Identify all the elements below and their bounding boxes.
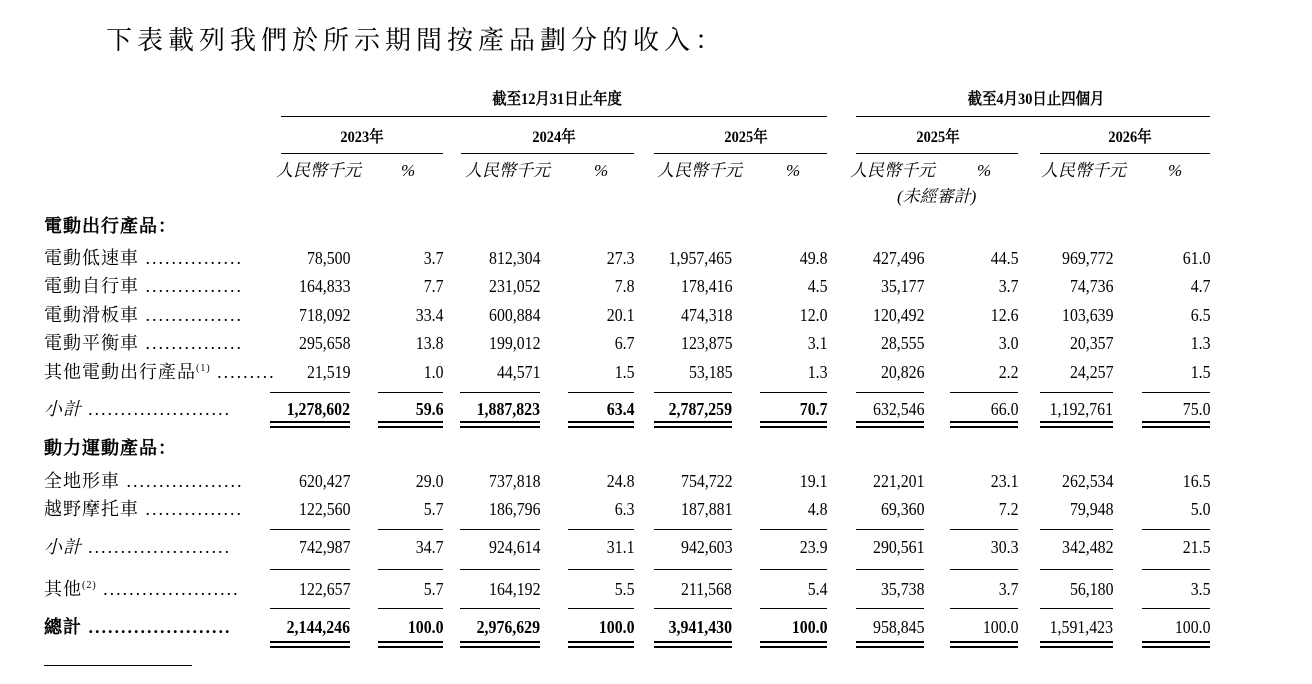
double-underline xyxy=(1040,421,1113,428)
unit-pct-header: % xyxy=(977,161,992,180)
amount-cell: 24,257 xyxy=(1069,362,1113,382)
percent-cell: 7.7 xyxy=(423,276,443,296)
percent-cell: 19.1 xyxy=(799,471,827,491)
percent-cell: 33.4 xyxy=(415,305,443,325)
subtotal-label: 小計 ...................... xyxy=(44,537,232,557)
amount-cell: 20,826 xyxy=(880,362,924,382)
double-underline xyxy=(1040,641,1113,648)
amount-cell: 1,957,465 xyxy=(668,248,732,268)
amount-cell: 164,192 xyxy=(488,579,540,599)
single-rule xyxy=(270,392,350,393)
percent-cell: 4.5 xyxy=(807,276,827,296)
amount-cell: 1,887,823 xyxy=(476,399,540,419)
single-rule xyxy=(270,529,350,530)
single-rule xyxy=(856,392,924,393)
single-rule xyxy=(1142,392,1210,393)
percent-cell: 5.7 xyxy=(423,499,443,519)
single-rule xyxy=(460,608,540,609)
percent-cell: 5.0 xyxy=(1190,499,1210,519)
percent-cell: 34.7 xyxy=(415,537,443,557)
amount-cell: 56,180 xyxy=(1069,579,1113,599)
percent-cell: 5.5 xyxy=(614,579,634,599)
row-label: 電動低速車 ............... xyxy=(44,248,243,268)
amount-cell: 427,496 xyxy=(872,248,924,268)
amount-cell: 737,818 xyxy=(488,471,540,491)
amount-cell: 186,796 xyxy=(488,499,540,519)
percent-cell: 6.3 xyxy=(614,499,634,519)
group-header-rule-1 xyxy=(281,116,827,117)
amount-cell: 969,772 xyxy=(1061,248,1113,268)
percent-cell: 59.6 xyxy=(415,399,443,419)
amount-cell: 187,881 xyxy=(680,499,732,519)
single-rule xyxy=(760,608,827,609)
amount-cell: 812,304 xyxy=(488,248,540,268)
amount-cell: 221,201 xyxy=(872,471,924,491)
single-rule xyxy=(950,569,1018,570)
section-title-power-sports: 動力運動產品： xyxy=(44,438,177,458)
amount-cell: 20,357 xyxy=(1069,333,1113,353)
single-rule xyxy=(950,392,1018,393)
unit-rmb-header: 人民幣千元 xyxy=(657,161,742,180)
row-label: 其他電動出行產品$^{(1)}$ ......... xyxy=(44,362,276,382)
single-rule xyxy=(950,529,1018,530)
percent-cell: 2.2 xyxy=(998,362,1018,382)
amount-cell: 78,500 xyxy=(306,248,350,268)
amount-cell: 211,568 xyxy=(681,579,732,599)
percent-cell: 3.7 xyxy=(998,276,1018,296)
amount-cell: 2,976,629 xyxy=(476,617,540,637)
percent-cell: 66.0 xyxy=(990,399,1018,419)
year-rule xyxy=(461,153,634,154)
percent-cell: 4.7 xyxy=(1190,276,1210,296)
double-underline xyxy=(760,641,827,648)
percent-cell: 23.9 xyxy=(799,537,827,557)
single-rule xyxy=(1142,569,1210,570)
row-label: 電動平衡車 ............... xyxy=(44,333,243,353)
amount-cell: 1,192,761 xyxy=(1049,399,1113,419)
row-label: 越野摩托車 ............... xyxy=(44,499,243,519)
row-label: 電動滑板車 ............... xyxy=(44,305,243,325)
percent-cell: 7.8 xyxy=(614,276,634,296)
percent-cell: 3.7 xyxy=(423,248,443,268)
single-rule xyxy=(654,529,732,530)
single-rule xyxy=(378,392,443,393)
single-rule xyxy=(270,608,350,609)
amount-cell: 35,738 xyxy=(880,579,924,599)
single-rule xyxy=(856,569,924,570)
single-rule xyxy=(760,392,827,393)
amount-cell: 28,555 xyxy=(880,333,924,353)
percent-cell: 100.0 xyxy=(598,617,634,637)
single-rule xyxy=(568,392,634,393)
amount-cell: 21,519 xyxy=(306,362,350,382)
percent-cell: 3.5 xyxy=(1190,579,1210,599)
percent-cell: 7.2 xyxy=(998,499,1018,519)
percent-cell: 13.8 xyxy=(415,333,443,353)
single-rule xyxy=(460,529,540,530)
single-rule xyxy=(1142,529,1210,530)
percent-cell: 1.5 xyxy=(614,362,634,382)
single-rule xyxy=(378,608,443,609)
group-header-four-months: 截至4月30日止四個月 xyxy=(967,91,1105,108)
percent-cell: 70.7 xyxy=(799,399,827,419)
single-rule xyxy=(950,608,1018,609)
single-rule xyxy=(378,569,443,570)
double-underline xyxy=(1142,641,1210,648)
percent-cell: 4.8 xyxy=(807,499,827,519)
percent-cell: 61.0 xyxy=(1182,248,1210,268)
percent-cell: 27.3 xyxy=(606,248,634,268)
double-underline xyxy=(950,421,1018,428)
double-underline xyxy=(378,641,443,648)
unit-pct-header: % xyxy=(1168,161,1183,180)
single-rule xyxy=(1040,569,1113,570)
single-rule xyxy=(760,569,827,570)
percent-cell: 1.3 xyxy=(807,362,827,382)
unit-rmb-header: 人民幣千元 xyxy=(850,161,935,180)
row-label: 全地形車 .................. xyxy=(44,471,244,491)
total-label: 總計 ...................... xyxy=(44,617,232,637)
percent-cell: 63.4 xyxy=(606,399,634,419)
percent-cell: 5.4 xyxy=(807,579,827,599)
amount-cell: 2,787,259 xyxy=(668,399,732,419)
amount-cell: 35,177 xyxy=(880,276,924,296)
percent-cell: 100.0 xyxy=(407,617,443,637)
percent-cell: 16.5 xyxy=(1182,471,1210,491)
year-rule xyxy=(654,153,827,154)
double-underline xyxy=(760,421,827,428)
double-underline xyxy=(270,421,350,428)
intro-text: 下表載列我們於所示期間按產品劃分的收入： xyxy=(106,26,727,55)
row-label: 電動自行車 ............... xyxy=(44,276,243,296)
percent-cell: 100.0 xyxy=(1174,617,1210,637)
percent-cell: 29.0 xyxy=(415,471,443,491)
group-header-full-year: 截至12月31日止年度 xyxy=(492,91,622,108)
double-underline xyxy=(654,641,732,648)
amount-cell: 295,658 xyxy=(298,333,350,353)
amount-cell: 290,561 xyxy=(872,537,924,557)
amount-cell: 1,278,602 xyxy=(286,399,350,419)
unit-rmb-header: 人民幣千元 xyxy=(276,161,361,180)
percent-cell: 20.1 xyxy=(606,305,634,325)
percent-cell: 6.7 xyxy=(614,333,634,353)
double-underline xyxy=(1142,421,1210,428)
percent-cell: 49.8 xyxy=(799,248,827,268)
amount-cell: 3,941,430 xyxy=(668,617,732,637)
single-rule xyxy=(270,569,350,570)
amount-cell: 620,427 xyxy=(298,471,350,491)
single-rule xyxy=(760,529,827,530)
percent-cell: 100.0 xyxy=(982,617,1018,637)
year-header: 2025年 xyxy=(724,129,768,146)
unit-pct-header: % xyxy=(401,161,416,180)
single-rule xyxy=(1040,529,1113,530)
unit-rmb-header: 人民幣千元 xyxy=(465,161,550,180)
double-underline xyxy=(378,421,443,428)
amount-cell: 199,012 xyxy=(488,333,540,353)
amount-cell: 924,614 xyxy=(488,537,540,557)
percent-cell: 23.1 xyxy=(990,471,1018,491)
row-label: 其他$^{(2)}$ ..................... xyxy=(44,579,240,599)
percent-cell: 24.8 xyxy=(606,471,634,491)
amount-cell: 342,482 xyxy=(1061,537,1113,557)
double-underline xyxy=(950,641,1018,648)
amount-cell: 600,884 xyxy=(488,305,540,325)
single-rule xyxy=(654,608,732,609)
amount-cell: 958,845 xyxy=(872,617,924,637)
amount-cell: 74,736 xyxy=(1069,276,1113,296)
single-rule xyxy=(654,392,732,393)
percent-cell: 75.0 xyxy=(1182,399,1210,419)
footnote-separator xyxy=(44,665,192,666)
single-rule xyxy=(1040,392,1113,393)
year-rule xyxy=(1040,153,1210,154)
percent-cell: 3.1 xyxy=(807,333,827,353)
percent-cell: 100.0 xyxy=(791,617,827,637)
amount-cell: 632,546 xyxy=(872,399,924,419)
single-rule xyxy=(856,529,924,530)
amount-cell: 942,603 xyxy=(680,537,732,557)
percent-cell: 12.6 xyxy=(990,305,1018,325)
amount-cell: 120,492 xyxy=(872,305,924,325)
single-rule xyxy=(568,529,634,530)
percent-cell: 5.7 xyxy=(423,579,443,599)
double-underline xyxy=(460,421,540,428)
percent-cell: 30.3 xyxy=(990,537,1018,557)
double-underline xyxy=(460,641,540,648)
amount-cell: 262,534 xyxy=(1061,471,1113,491)
year-header: 2026年 xyxy=(1108,129,1152,146)
single-rule xyxy=(1040,608,1113,609)
amount-cell: 754,722 xyxy=(680,471,732,491)
percent-cell: 6.5 xyxy=(1190,305,1210,325)
double-underline xyxy=(856,421,924,428)
percent-cell: 1.0 xyxy=(423,362,443,382)
amount-cell: 79,948 xyxy=(1069,499,1113,519)
amount-cell: 69,360 xyxy=(880,499,924,519)
percent-cell: 44.5 xyxy=(990,248,1018,268)
double-underline xyxy=(856,641,924,648)
unit-pct-header: % xyxy=(786,161,801,180)
amount-cell: 122,560 xyxy=(298,499,350,519)
single-rule xyxy=(856,608,924,609)
single-rule xyxy=(568,608,634,609)
year-header: 2023年 xyxy=(340,129,384,146)
amount-cell: 44,571 xyxy=(496,362,540,382)
single-rule xyxy=(460,392,540,393)
percent-cell: 12.0 xyxy=(799,305,827,325)
amount-cell: 178,416 xyxy=(680,276,732,296)
percent-cell: 1.3 xyxy=(1190,333,1210,353)
amount-cell: 103,639 xyxy=(1061,305,1113,325)
amount-cell: 231,052 xyxy=(488,276,540,296)
unit-pct-header: % xyxy=(594,161,609,180)
double-underline xyxy=(568,641,634,648)
amount-cell: 2,144,246 xyxy=(286,617,350,637)
amount-cell: 718,092 xyxy=(298,305,350,325)
amount-cell: 122,657 xyxy=(298,579,350,599)
amount-cell: 1,591,423 xyxy=(1049,617,1113,637)
double-underline xyxy=(654,421,732,428)
year-header: 2025年 xyxy=(916,129,960,146)
double-underline xyxy=(568,421,634,428)
amount-cell: 123,875 xyxy=(680,333,732,353)
double-underline xyxy=(270,641,350,648)
percent-cell: 3.7 xyxy=(998,579,1018,599)
single-rule xyxy=(378,529,443,530)
percent-cell: 3.0 xyxy=(998,333,1018,353)
percent-cell: 31.1 xyxy=(606,537,634,557)
single-rule xyxy=(568,569,634,570)
section-title-electric-mobility: 電動出行產品： xyxy=(44,216,177,236)
amount-cell: 474,318 xyxy=(680,305,732,325)
unaudited-note: (未經審計) xyxy=(897,187,977,206)
single-rule xyxy=(1142,608,1210,609)
subtotal-label: 小計 ...................... xyxy=(44,399,232,419)
single-rule xyxy=(460,569,540,570)
percent-cell: 1.5 xyxy=(1190,362,1210,382)
percent-cell: 21.5 xyxy=(1182,537,1210,557)
amount-cell: 164,833 xyxy=(298,276,350,296)
unit-rmb-header: 人民幣千元 xyxy=(1041,161,1126,180)
year-rule xyxy=(281,153,443,154)
year-rule xyxy=(856,153,1018,154)
group-header-rule-2 xyxy=(856,116,1210,117)
year-header: 2024年 xyxy=(532,129,576,146)
single-rule xyxy=(654,569,732,570)
amount-cell: 742,987 xyxy=(298,537,350,557)
amount-cell: 53,185 xyxy=(688,362,732,382)
